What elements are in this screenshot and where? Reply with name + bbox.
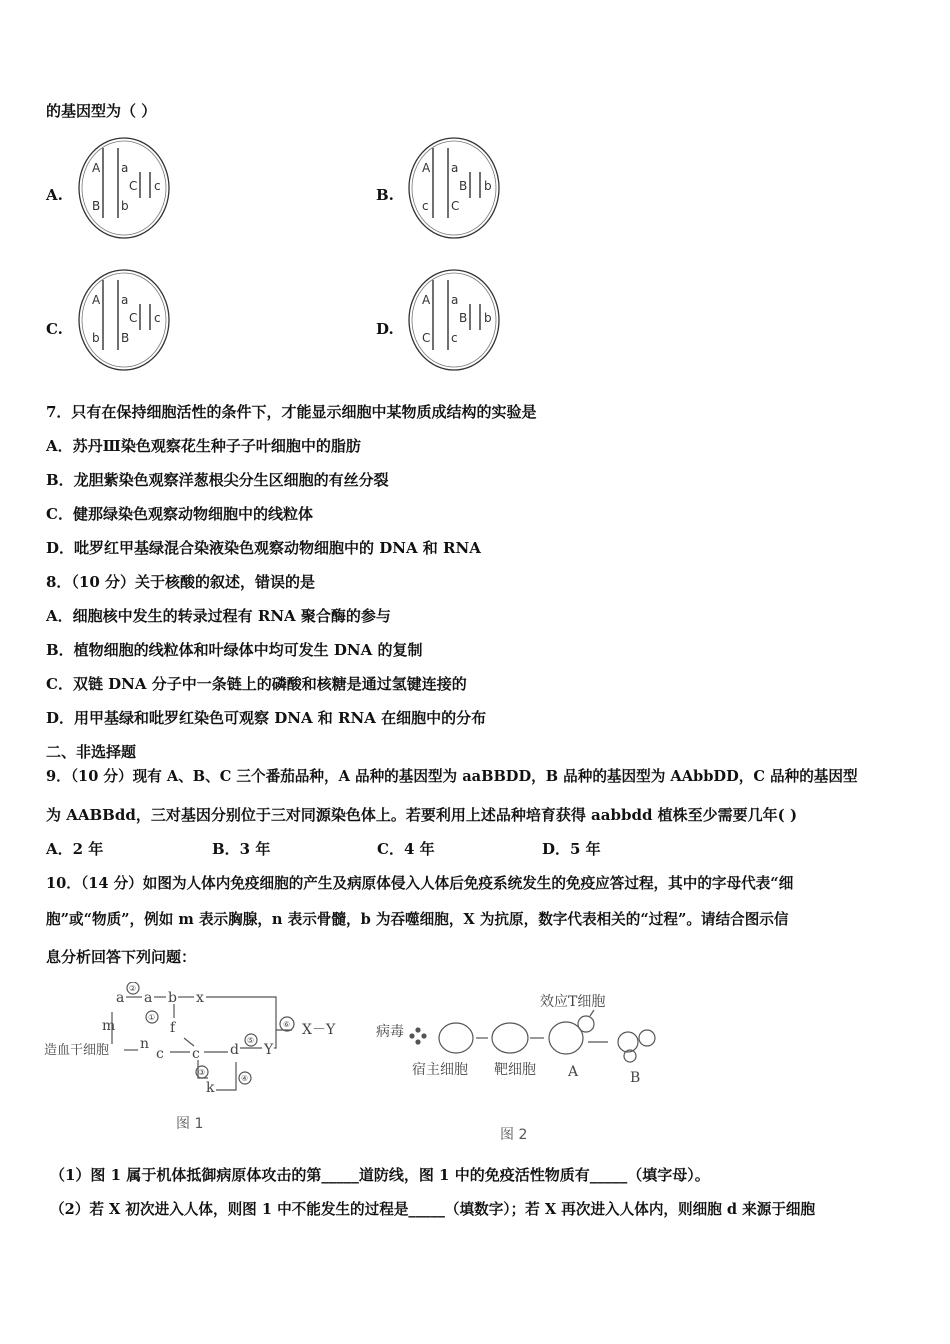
gene-label: B [459,311,468,325]
gene-label: a [451,161,459,175]
cell-diagram[interactable] [78,268,174,374]
q8-option-b[interactable]: B．植物细胞的线粒体和叶绿体中均可发生 DNA 的复制 [46,641,423,659]
gene-label: b [484,179,492,193]
stage-b-label: B [630,1070,641,1086]
q9-line-2: 为 AABBdd，三对基因分别位于三对同源染色体上。若要利用上述品种培育获得 aabbdd 植株至少需要几年( ) [46,806,798,824]
node-f: f [170,1020,176,1036]
gene-label: A [422,293,431,307]
q10-sub-1: （1）图 1 属于机体抵御病原体攻击的第_____道防线，图 1 中的免疫活性物质有_____（填字母）。 [50,1166,710,1184]
node-y: Y [264,1042,274,1058]
q8-option-a[interactable]: A．细胞核中发生的转录过程有 RNA 聚合酶的参与 [46,607,391,625]
figure-2-caption: 图 2 [500,1127,528,1143]
section-heading: 二、非选择题 [46,743,137,761]
q9-option-d[interactable]: D．5 年 [542,840,601,858]
q8-option-c[interactable]: C．双链 DNA 分子中一条链上的磷酸和核糖是通过氢键连接的 [46,675,467,693]
gene-label: A [92,161,101,175]
node-n: n [140,1036,150,1052]
cell-option-label[interactable]: D. [376,320,394,338]
gene-label: C [129,179,138,193]
q7-option-a[interactable]: A．苏丹Ⅲ染色观察花生种子子叶细胞中的脂肪 [46,437,361,455]
gene-label: c [154,311,161,325]
gene-label: b [121,199,129,213]
node-a1: a [116,990,125,1006]
q10-line-2: 胞”或“物质”，例如 m 表示胸腺，n 表示骨髓，b 为吞噬细胞，X 为抗原，数字代表相关的“过程”。请结合图示信 [46,911,789,928]
process-6: ⑥ [283,1020,291,1029]
cell-option-label[interactable]: A. [46,186,63,204]
gene-label: a [451,293,459,307]
gene-label: a [121,161,129,175]
process-3: ③ [198,1068,206,1077]
q9-line-1: 9．（10 分）现有 A、B、C 三个番茄品种，A 品种的基因型为 aaBBDD，B 品种的基因型为 AAbbDD，C 品种的基因型 [46,768,858,785]
node-d: d [230,1042,239,1058]
gene-label: C [422,331,431,345]
node-c1: c [156,1046,164,1062]
node-a2: a [144,990,153,1006]
gene-label: B [459,179,468,193]
gene-label: C [129,311,138,325]
gene-label: b [484,311,492,325]
gene-label: c [451,331,458,345]
cell-immunity-figure-2 [372,990,672,1090]
node-c2: c [192,1046,200,1062]
q7-option-b[interactable]: B．龙胆紫染色观察洋葱根尖分生区细胞的有丝分裂 [46,471,389,489]
gene-label: A [92,293,101,307]
gene-label: b [92,331,100,345]
q8-stem: 8．（10 分）关于核酸的叙述，错误的是 [46,573,316,591]
cell-option-label[interactable]: B. [376,186,394,204]
figure-1-caption: 图 1 [176,1116,204,1132]
cell-diagram[interactable] [408,136,504,242]
q8-option-d[interactable]: D．用甲基绿和吡罗红染色可观察 DNA 和 RNA 在细胞中的分布 [46,709,487,727]
node-m: m [102,1018,116,1034]
question-stem-continued: 的基因型为（ ） [46,102,157,120]
q7-stem: 7．只有在保持细胞活性的条件下，才能显示细胞中某物质成结构的实验是 [46,403,537,421]
q9-option-c[interactable]: C．4 年 [377,840,435,858]
q10-sub-2: （2）若 X 初次进入人体，则图 1 中不能发生的过程是_____（填数字）；若 X 再次进入人体内，则细胞 d 来源于细胞 [50,1201,816,1218]
process-4: ④ [241,1074,249,1083]
node-k: k [206,1080,215,1096]
q9-option-b[interactable]: B．3 年 [212,840,271,858]
process-1: ① [148,1013,156,1022]
gene-label: c [422,199,429,213]
q10-line-3: 息分析回答下列问题： [46,948,197,966]
node-output: X－Y [302,1022,336,1038]
host-cell-label: 宿主细胞 [412,1062,468,1078]
q7-option-d[interactable]: D．吡罗红甲基绿混合染液染色观察动物细胞中的 DNA 和 RNA [46,539,481,557]
q9-option-a[interactable]: A．2 年 [46,840,104,858]
gene-label: C [451,199,460,213]
target-cell-label: 靶细胞 [494,1062,536,1078]
q7-option-c[interactable]: C．健那绿染色观察动物细胞中的线粒体 [46,505,313,523]
process-2: ② [129,984,137,993]
stage-a-label: A [568,1064,579,1080]
virus-label: 病毒 [376,1024,404,1040]
node-x: x [196,990,204,1006]
cell-option-label[interactable]: C. [46,320,63,338]
q10-line-1: 10．（14 分）如图为人体内免疫细胞的产生及病原体侵入人体后免疫系统发生的免疫应答过程，其中的字母代表“细 [46,875,794,892]
cell-diagram[interactable] [78,136,174,242]
gene-label: B [92,199,101,213]
source-cell: 造血干细胞 [44,1043,110,1058]
gene-label: B [121,331,130,345]
gene-label: a [121,293,129,307]
effector-t-cell-label: 效应T细胞 [540,994,606,1010]
cell-diagram[interactable] [408,268,504,374]
node-b: b [168,990,177,1006]
gene-label: A [422,161,431,175]
process-5: ⑤ [247,1036,255,1045]
gene-label: c [154,179,161,193]
